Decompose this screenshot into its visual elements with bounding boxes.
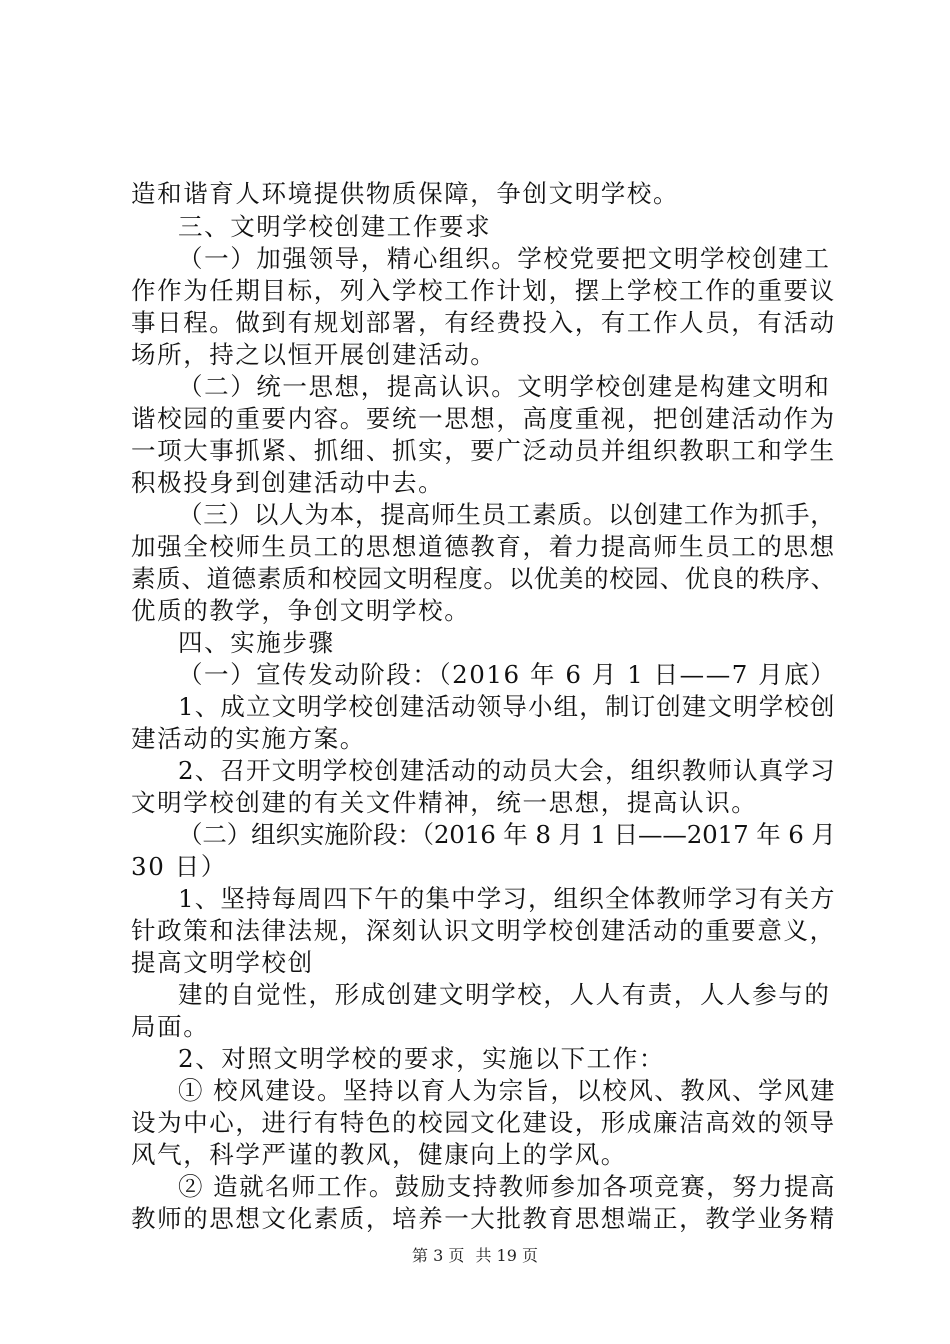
text-line: （一）加强领导，精心组织。学校党要把文明学校创建工 (178, 244, 831, 273)
text-line: 1、成立文明学校创建活动领导小组，制订创建文明学校创 (178, 692, 836, 721)
text-line: 谐校园的重要内容。要统一思想，高度重视，把创建活动作为 (131, 404, 836, 433)
text-line: （三）以人为本，提高师生员工素质。以创建工作为抓手， (178, 500, 836, 529)
text-line: 加强全校师生员工的思想道德教育，着力提高师生员工的思想 (131, 532, 836, 561)
text-line: ② 造就名师工作。鼓励支持教师参加各项竞赛，努力提高 (178, 1172, 836, 1201)
page-number: 第 3 页 (412, 1246, 465, 1265)
text-line: 2、召开文明学校创建活动的动员大会，组织教师认真学习 (178, 756, 836, 785)
text-line: 作作为任期目标，列入学校工作计划，摆上学校工作的重要议 (131, 276, 836, 305)
text-line: 局面。 (131, 1012, 210, 1041)
text-line: （二）统一思想，提高认识。文明学校创建是构建文明和 (178, 372, 831, 401)
text-line: ① 校风建设。坚持以育人为宗旨，以校风、教风、学风建 (178, 1076, 836, 1105)
text-line: 事日程。做到有规划部署，有经费投入，有工作人员，有活动 (131, 308, 836, 337)
text-line: 造和谐育人环境提供物质保障，争创文明学校。 (131, 179, 680, 208)
text-line: 素质、道德素质和校园文明程度。以优美的校园、优良的秩序、 (131, 564, 836, 593)
text-line: 一项大事抓紧、抓细、抓实，要广泛动员并组织教职工和学生 (131, 436, 836, 465)
page-footer (0, 1246, 950, 1266)
text-line: 设为中心，进行有特色的校园文化建设，形成廉洁高效的领导 (131, 1108, 836, 1137)
page-total: 共 19 页 (475, 1246, 538, 1265)
text-line: 文明学校创建的有关文件精神，统一思想，提高认识。 (131, 788, 758, 817)
text-line: 30 日） (131, 852, 227, 881)
text-line: 提高文明学校创 (131, 948, 314, 977)
section-heading: 四、实施步骤 (178, 628, 335, 657)
text-line: 2、对照文明学校的要求，实施以下工作： (178, 1044, 665, 1073)
text-line: 教师的思想文化素质，培养一大批教育思想端正，教学业务精 (131, 1204, 836, 1233)
text-line: 建活动的实施方案。 (131, 724, 366, 753)
text-line: 1、坚持每周四下午的集中学习，组织全体教师学习有关方 (178, 884, 836, 913)
text-line: （一）宣传发动阶段：（2016 年 6 月 1 日——7 月底） (178, 660, 837, 689)
section-heading: 三、文明学校创建工作要求 (178, 212, 492, 241)
text-line: 针政策和法律法规，深刻认识文明学校创建活动的重要意义， (131, 916, 836, 945)
text-line: （二）组织实施阶段：（2016 年 8 月 1 日——2017 年 6 月 (178, 820, 836, 849)
text-line: 建的自觉性，形成创建文明学校，人人有责，人人参与的 (178, 980, 831, 1009)
text-line: 积极投身到创建活动中去。 (131, 468, 445, 497)
text-line: 场所，持之以恒开展创建活动。 (131, 340, 497, 369)
text-line: 优质的教学，争创文明学校。 (131, 596, 471, 625)
text-line: 风气，科学严谨的教风，健康向上的学风。 (131, 1140, 627, 1169)
